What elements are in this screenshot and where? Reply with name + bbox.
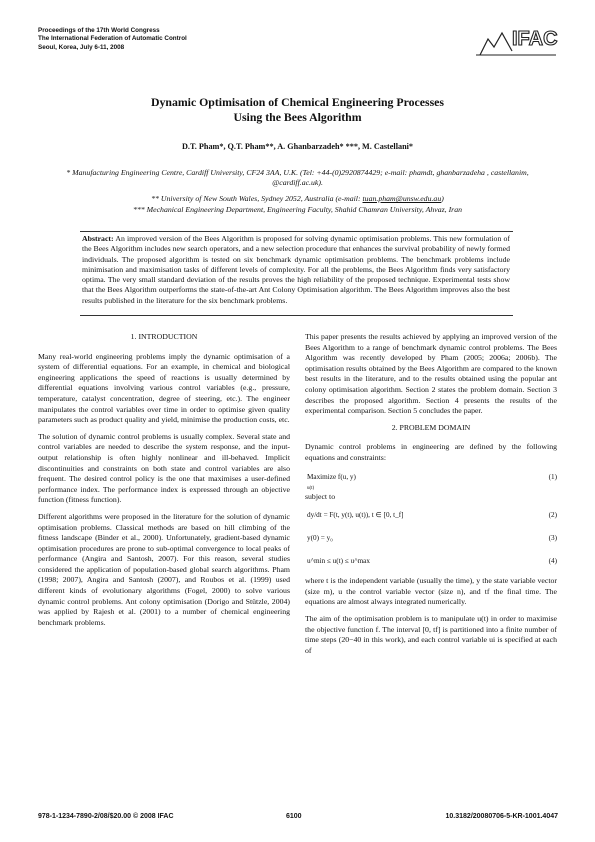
equation-number: (1) <box>548 472 557 481</box>
affiliation <box>55 194 540 204</box>
header-line: Seoul, Korea, July 6-11, 2008 <box>38 43 125 51</box>
affiliation-text: ) <box>441 194 444 203</box>
title-line: Dynamic Optimisation of Chemical Engineering Processes <box>150 95 445 109</box>
equation-body: Maximize f(u, y) u(t) <box>307 472 356 492</box>
equation-body: u^min ≤ u(t) ≤ u^max <box>307 557 370 566</box>
equation-number: (3) <box>548 534 557 543</box>
paragraph: Dynamic control problems in engineering are defined by the following equations and constraints: <box>305 442 557 462</box>
equation <box>305 531 557 548</box>
paragraph: The aim of the optimisation problem is to manipulate u(t) in order to maximise the objective function f. The interval [0, tf] is partitioned into a finite number of time steps (20−40 in this work), and each control variable ui is specified at each of <box>305 613 557 655</box>
equation-body: y(0) = y₀ <box>307 534 333 543</box>
ifac-logo <box>474 21 558 61</box>
equation-subscript: u(t) <box>307 486 315 492</box>
section-heading: 1. INTRODUCTION <box>130 332 198 341</box>
right-column <box>305 332 557 662</box>
equation-body: dy/dt = F(t, y(t), u(t)), t ∈ [0, t_f] <box>307 511 404 520</box>
proceedings-header <box>38 27 187 52</box>
paragraph: Many real-world engineering problems imply the dynamic optimisation of a system of differential equations. For an example, in chemical and biological engineering applications the speed of reactions is usually determined by differential equations involving various control variables (e.g., pressure, temperature, catalyst concentration, degree of steering, etc.). The engineer manipulates the control variables over time in order to optimise given quality parameters such as product quality and yield, minimise the production costs, etc. <box>38 351 290 425</box>
paragraph: subject to <box>305 491 336 501</box>
title-line: Using the Bees Algorithm <box>233 110 362 124</box>
left-column <box>38 332 290 634</box>
affiliation: *** Mechanical Engineering Department, Engineering Faculty, Shahid Chamran University, Ahvaz, Iran <box>132 205 462 214</box>
affiliation: * Manufacturing Engineering Centre, Cardiff University, CF24 3AA, U.K. (Tel: +44-(0)2920874429; e-mail: phamdt, ghanbarzadeha , castellanim, @cardiff.ac.uk). <box>66 168 529 187</box>
abstract <box>82 234 510 306</box>
paragraph: This paper presents the results achieved by applying an improved version of the Bees Algorithm to a range of benchmark dynamic control problems. The Bees Algorithm was recently developed by Pham (2005; 2006a; 2006b). The optimisation results obtained by the Bees Algorithm are compared to the known best results in the literature, and to the results obtained using the popular ant colony optimisation algorithm. Section 2 states the problem domain. Section 3 describes the proposed algorithm. Section 4 presents the results of the experimental comparison. Section 5 concludes the paper. <box>305 332 557 416</box>
authors: D.T. Pham*, Q.T. Pham**, A. Ghanbarzadeh* ***, M. Castellani* <box>181 142 413 151</box>
equation <box>305 554 557 571</box>
equation-number: (2) <box>548 511 557 520</box>
header-line: The International Federation of Automatic Control <box>38 35 187 43</box>
equation-number: (4) <box>548 557 557 566</box>
paragraph: Different algorithms were proposed in the literature for the solution of dynamic optimisation problems. Classical methods are based on hill climbing of the fitness landscape (Binder et al., 2000). Unfortunately, gradient-based dynamic optimisation procedures are prone to sub-optimal convergence to local peaks of performance (Angira and Santosh, 2007). For this reason, several studies considered the application of population-based global search algorithms. Pham (1998; 2007), Angira and Santosh (2007), and Roubos et al. (1999) used different kinds of evolutionary algorithms (Fogel, 2000) to solve various dynamic control problems. Ant colony optimisation (Dorigo and Stützle, 2004) was applied by Rajesh et al. (2001) to a number of chemical engineering benchmark problems. <box>38 511 290 627</box>
footer-isbn: 978-1-1234-7890-2/08/$20.00 © 2008 IFAC <box>38 813 174 820</box>
section-heading: 2. PROBLEM DOMAIN <box>391 422 471 432</box>
abstract-label: Abstract: <box>82 234 114 243</box>
header-line: Proceedings of the 17th World Congress <box>38 27 160 34</box>
email-link[interactable]: tuan.pham@unsw.edu.au <box>362 194 442 203</box>
equation <box>305 470 557 492</box>
equation <box>305 508 557 525</box>
affiliation-text: ** University of New South Wales, Sydney 2052, Australia (e-mail: <box>151 194 363 203</box>
logo-text: IFAC <box>512 28 558 50</box>
paragraph: where t is the independent variable (usually the time), y the state variable vector (size m), u the control variable vector (size n), and tf the final time. The equations are almost always integrated numerically. <box>305 576 557 607</box>
footer-doi: 10.3182/20080706-5-KR-1001.4047 <box>445 813 558 820</box>
page-number: 6100 <box>286 813 302 820</box>
abstract-text: An improved version of the Bees Algorithm is proposed for solving dynamic optimisation problems. This new formulation of the Bees Algorithm includes new search operators, and a new selection procedure that enhances the survival probability of newly formed individuals. The proposed algorithm is tested on six benchmark dynamic optimisation problems. The benchmark problems include minimisation and maximisation tasks of different levels of complexity. For all the problems, the Bees Algorithm finds very satisfactory optima. The very small standard deviation of the results proves the high reliability of the proposed technique. Experimental tests show that the Bees Algorithm outperforms the state-of-the-art Ant Colony Optimisation algorithm. The Bees Algorithm improves also the best results published in the literature for the six benchmark problems. <box>82 234 510 305</box>
paragraph: The solution of dynamic control problems is usually complex. Several state and control variables are needed to describe the system response, and the input-output relationship is often highly nonlinear and ill-behaved. Implicit discontinuities and constraints on both state and control variables are also frequent. The desired control policy is the one that maximises a user-defined performance index. The performance index is expressed through an objective function (fitness function). <box>38 431 290 505</box>
paper-title <box>60 95 535 125</box>
